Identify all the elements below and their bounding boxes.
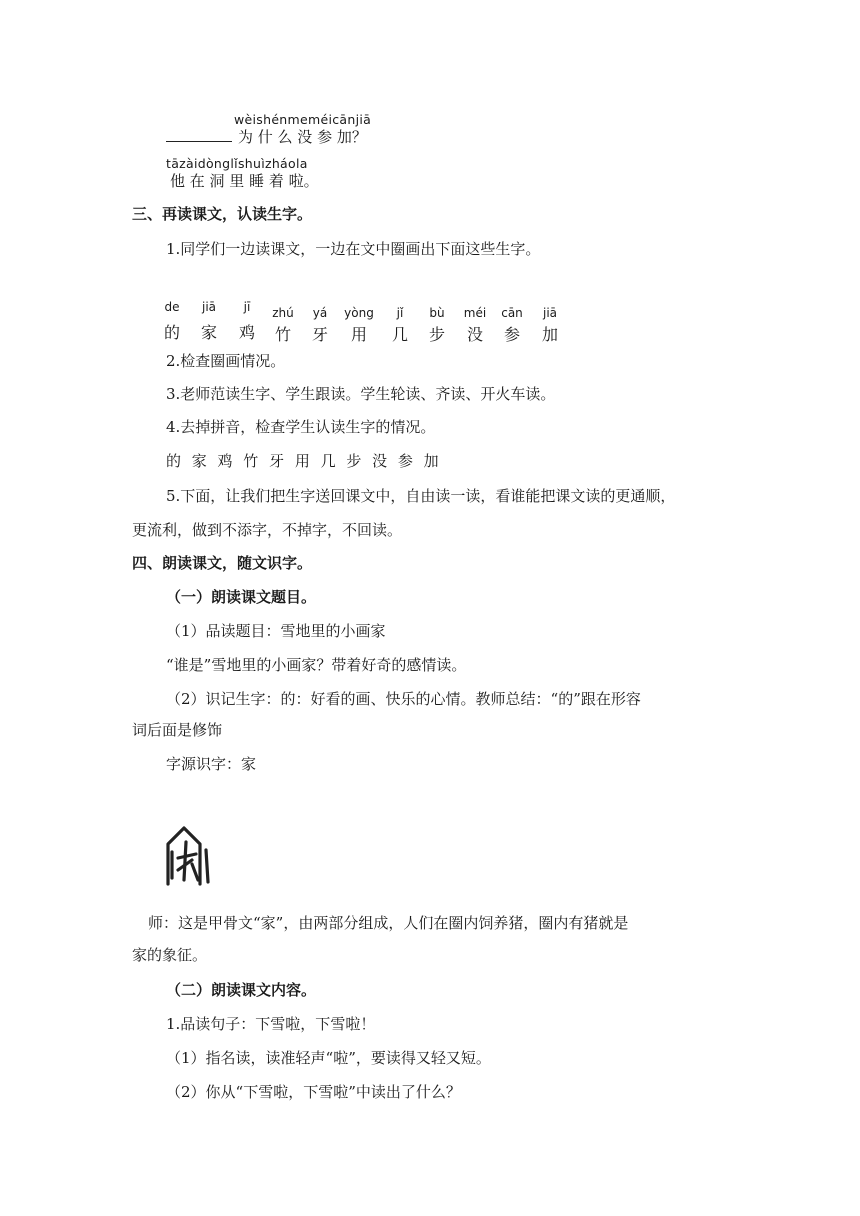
section-4-s1-3a: （2）识记生字：的：好看的画、快乐的心情。教师总结：“的”跟在形容 (166, 690, 641, 708)
char-hanzi: 鸡 (238, 323, 255, 342)
char-cell (339, 306, 379, 345)
char-cell (492, 306, 532, 345)
char-pinyin: cān (501, 306, 523, 320)
section-3-p5a: 5.下面，让我们把生字送回课文中，自由读一读，看谁能把课文读的更通顺， (166, 487, 676, 505)
section-4-s1-1: （1）品读题目：雪地里的小画家 (166, 622, 386, 640)
section-4-heading: 四、朗读课文，随文识字。 (132, 554, 313, 572)
sentence-line-1-text: 为 什 么 没 参 加？ (238, 128, 367, 146)
char-pinyin: jǐ (396, 306, 404, 320)
fill-blank (166, 129, 232, 142)
section-4-s2-1: 1.品读句子：下雪啦，下雪啦！ (166, 1015, 376, 1033)
char-pinyin: zhú (272, 306, 294, 320)
section-3-p1: 1.同学们一边读课文，一边在文中圈画出下面这些生字。 (166, 240, 541, 258)
char-pinyin: bù (429, 306, 445, 320)
sentence-line-1 (166, 126, 367, 147)
chars-plain-row: 的 家 鸡 竹 牙 用 几 步 没 参 加 (166, 452, 442, 470)
char-cell (300, 306, 340, 345)
section-4-sub2: （二）朗读课文内容。 (166, 981, 317, 999)
char-hanzi: 参 (503, 325, 520, 344)
char-cell (152, 300, 192, 343)
teacher-note-b: 家的象征。 (132, 946, 208, 964)
char-pinyin: yá (312, 306, 328, 320)
char-hanzi: 牙 (311, 325, 328, 344)
char-cell (380, 306, 420, 345)
char-pinyin: jiā (542, 306, 558, 320)
section-4-s2-2: （1）指名读，读准轻声“啦”，要读得又轻又短。 (166, 1049, 491, 1067)
section-4-s2-3: （2）你从“下雪啦，下雪啦”中读出了什么？ (166, 1083, 461, 1101)
char-hanzi: 没 (466, 325, 483, 344)
char-cell (263, 306, 303, 345)
char-cell (455, 306, 495, 345)
section-3-p2: 2.检查圈画情况。 (166, 352, 286, 370)
section-3-p4: 4.去掉拼音，检查学生认读生字的情况。 (166, 418, 436, 436)
char-hanzi: 几 (391, 325, 408, 344)
char-hanzi: 步 (428, 325, 445, 344)
pinyin-line-2: tāzàidònglǐshuìzháola (166, 156, 308, 171)
section-4-s1-2: “谁是”雪地里的小画家？带着好奇的感情读。 (166, 656, 467, 674)
char-cell (227, 300, 267, 343)
section-3-p5b: 更流利，做到不添字，不掉字，不回读。 (132, 521, 403, 539)
char-pinyin: jī (243, 300, 251, 314)
char-pinyin: yòng (344, 306, 374, 320)
section-4-s1-4: 字源识字：家 (166, 755, 257, 773)
char-hanzi: 家 (200, 323, 217, 342)
char-cell (189, 300, 229, 343)
char-hanzi: 的 (163, 323, 180, 342)
char-hanzi: 加 (541, 325, 558, 344)
char-pinyin: de (164, 300, 180, 314)
sentence-line-2: 他 在 洞 里 睡 着 啦。 (170, 172, 319, 190)
char-hanzi: 用 (350, 325, 367, 344)
char-pinyin: jiā (201, 300, 217, 314)
pinyin-line-1: wèishénmeméicānjiā (234, 112, 372, 127)
section-4-s1-3b: 词后面是修饰 (132, 721, 223, 739)
char-cell (417, 306, 457, 345)
char-pinyin: méi (463, 306, 487, 320)
char-cell (530, 306, 570, 345)
oracle-bone-jia-image (164, 822, 214, 888)
section-4-sub1: （一）朗读课文题目。 (166, 588, 317, 606)
section-3-heading: 三、再读课文，认读生字。 (132, 205, 313, 223)
section-3-p3: 3.老师范读生字、学生跟读。学生轮读、齐读、开火车读。 (166, 385, 556, 403)
char-hanzi: 竹 (274, 325, 291, 344)
teacher-note-a: 师：这是甲骨文“家”，由两部分组成，人们在圈内饲养猪，圈内有猪就是 (148, 914, 629, 932)
